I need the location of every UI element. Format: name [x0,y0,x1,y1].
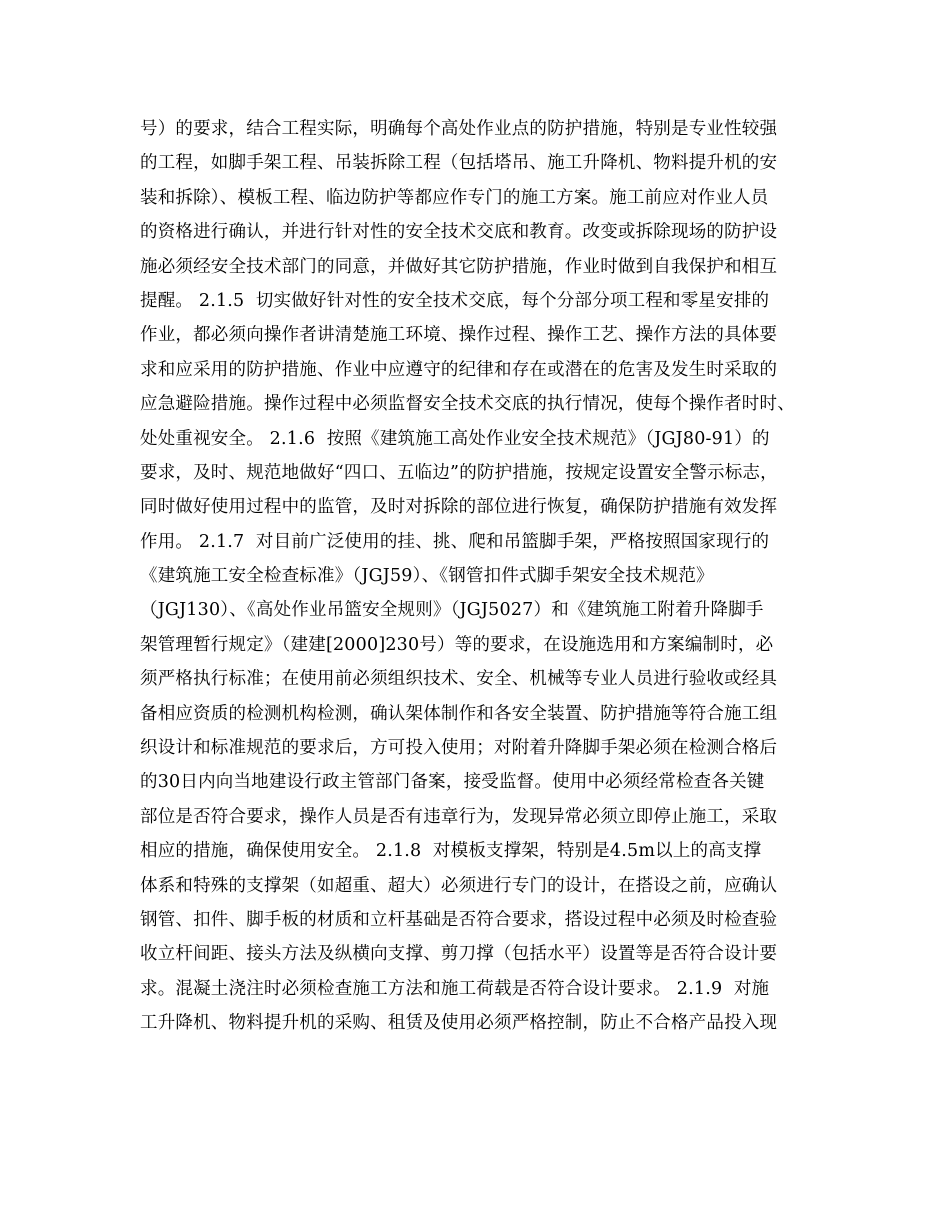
text-line: 同时做好使用过程中的监管，及时对拆除的部位进行恢复，确保防护措施有效发挥 [140,497,778,518]
text-line: 架管理暂行规定》（建建[2000]230号）等的要求，在设施选用和方案编制时，必 [140,634,774,655]
text-line: 织设计和标准规范的要求后，方可投入使用；对附着升降脚手架必须在检测合格后 [140,738,778,759]
text-line: 收立杆间距、接头方法及纵横向支撑、剪刀撑（包括水平）设置等是否符合设计要 [140,944,778,965]
text-line: 施必须经安全技术部门的同意，并做好其它防护措施，作业时做到自我保护和相互 [140,256,778,277]
text-line: 提醒。 2.1.5 切实做好针对性的安全技术交底，每个分部分项工程和零星安排的 [140,290,770,311]
text-line: 应急避险措施。操作过程中必须监督安全技术交底的执行情况，使每个操作者时时、 [140,394,795,415]
text-line: 号）的要求，结合工程实际，明确每个高处作业点的防护措施，特别是专业性较强 [140,119,778,139]
text-line: 要求，及时、规范地做好“四口、五临边”的防护措施，按规定设置安全警示标志， [140,462,778,483]
text-line: 工升降机、物料提升机的采购、租赁及使用必须严格控制，防止不合格产品投入现 [140,1013,778,1034]
text-line: 处处重视安全。 2.1.6 按照《建筑施工高处作业安全技术规范》（JGJ80-91）的 [140,428,770,449]
text-line: 求和应采用的防护措施、作业中应遵守的纪律和存在或潜在的危害及发生时采取的 [140,359,778,380]
text-line: 钢管、扣件、脚手板的材质和立杆基础是否符合要求，搭设过程中必须及时检查验 [140,909,778,930]
text-line: 的资格进行确认，并进行针对性的安全技术交底和教育。改变或拆除现场的防护设 [140,222,778,243]
body-text [140,112,830,1041]
text-line: 相应的措施，确保使用安全。 2.1.8 对模板支撑架，特别是4.5m以上的高支撑 [140,841,762,862]
text-line: 的工程，如脚手架工程、吊装拆除工程（包括塔吊、施工升降机、物料提升机的安 [140,153,778,174]
text-line: （JGJ130）、《高处作业吊篮安全规则》（JGJ5027）和《建筑施工附着升降脚手 [140,600,764,621]
text-line: 备相应资质的检测机构检测，确认架体制作和各安全装置、防护措施等符合施工组 [140,703,778,724]
text-line: 装和拆除）、模板工程、临边防护等都应作专门的施工方案。施工前应对作业人员 [140,187,769,208]
text-line: 须严格执行标准；在使用前必须组织技术、安全、机械等专业人员进行验收或经具 [140,669,778,690]
text-line: 的30日内向当地建设行政主管部门备案，接受监督。使用中必须经常检查各关键 [140,772,765,793]
text-line: 作业，都必须向操作者讲清楚施工环境、操作过程、操作工艺、操作方法的具体要 [140,325,778,346]
text-line: 部位是否符合要求，操作人员是否有违章行为，发现异常必须立即停止施工，采取 [140,806,778,827]
text-line: 作用。 2.1.7 对目前广泛使用的挂、挑、爬和吊篮脚手架，严格按照国家现行的 [140,531,770,552]
text-line: 体系和特殊的支撑架（如超重、超大）必须进行专门的设计，在搭设之前，应确认 [140,875,778,896]
text-line: 《建筑施工安全检查标准》（JGJ59）、《钢管扣件式脚手架安全技术规范》 [140,566,714,587]
text-line: 求。混凝土浇注时必须检查施工方法和施工荷载是否符合设计要求。 2.1.9 对施 [140,978,770,999]
